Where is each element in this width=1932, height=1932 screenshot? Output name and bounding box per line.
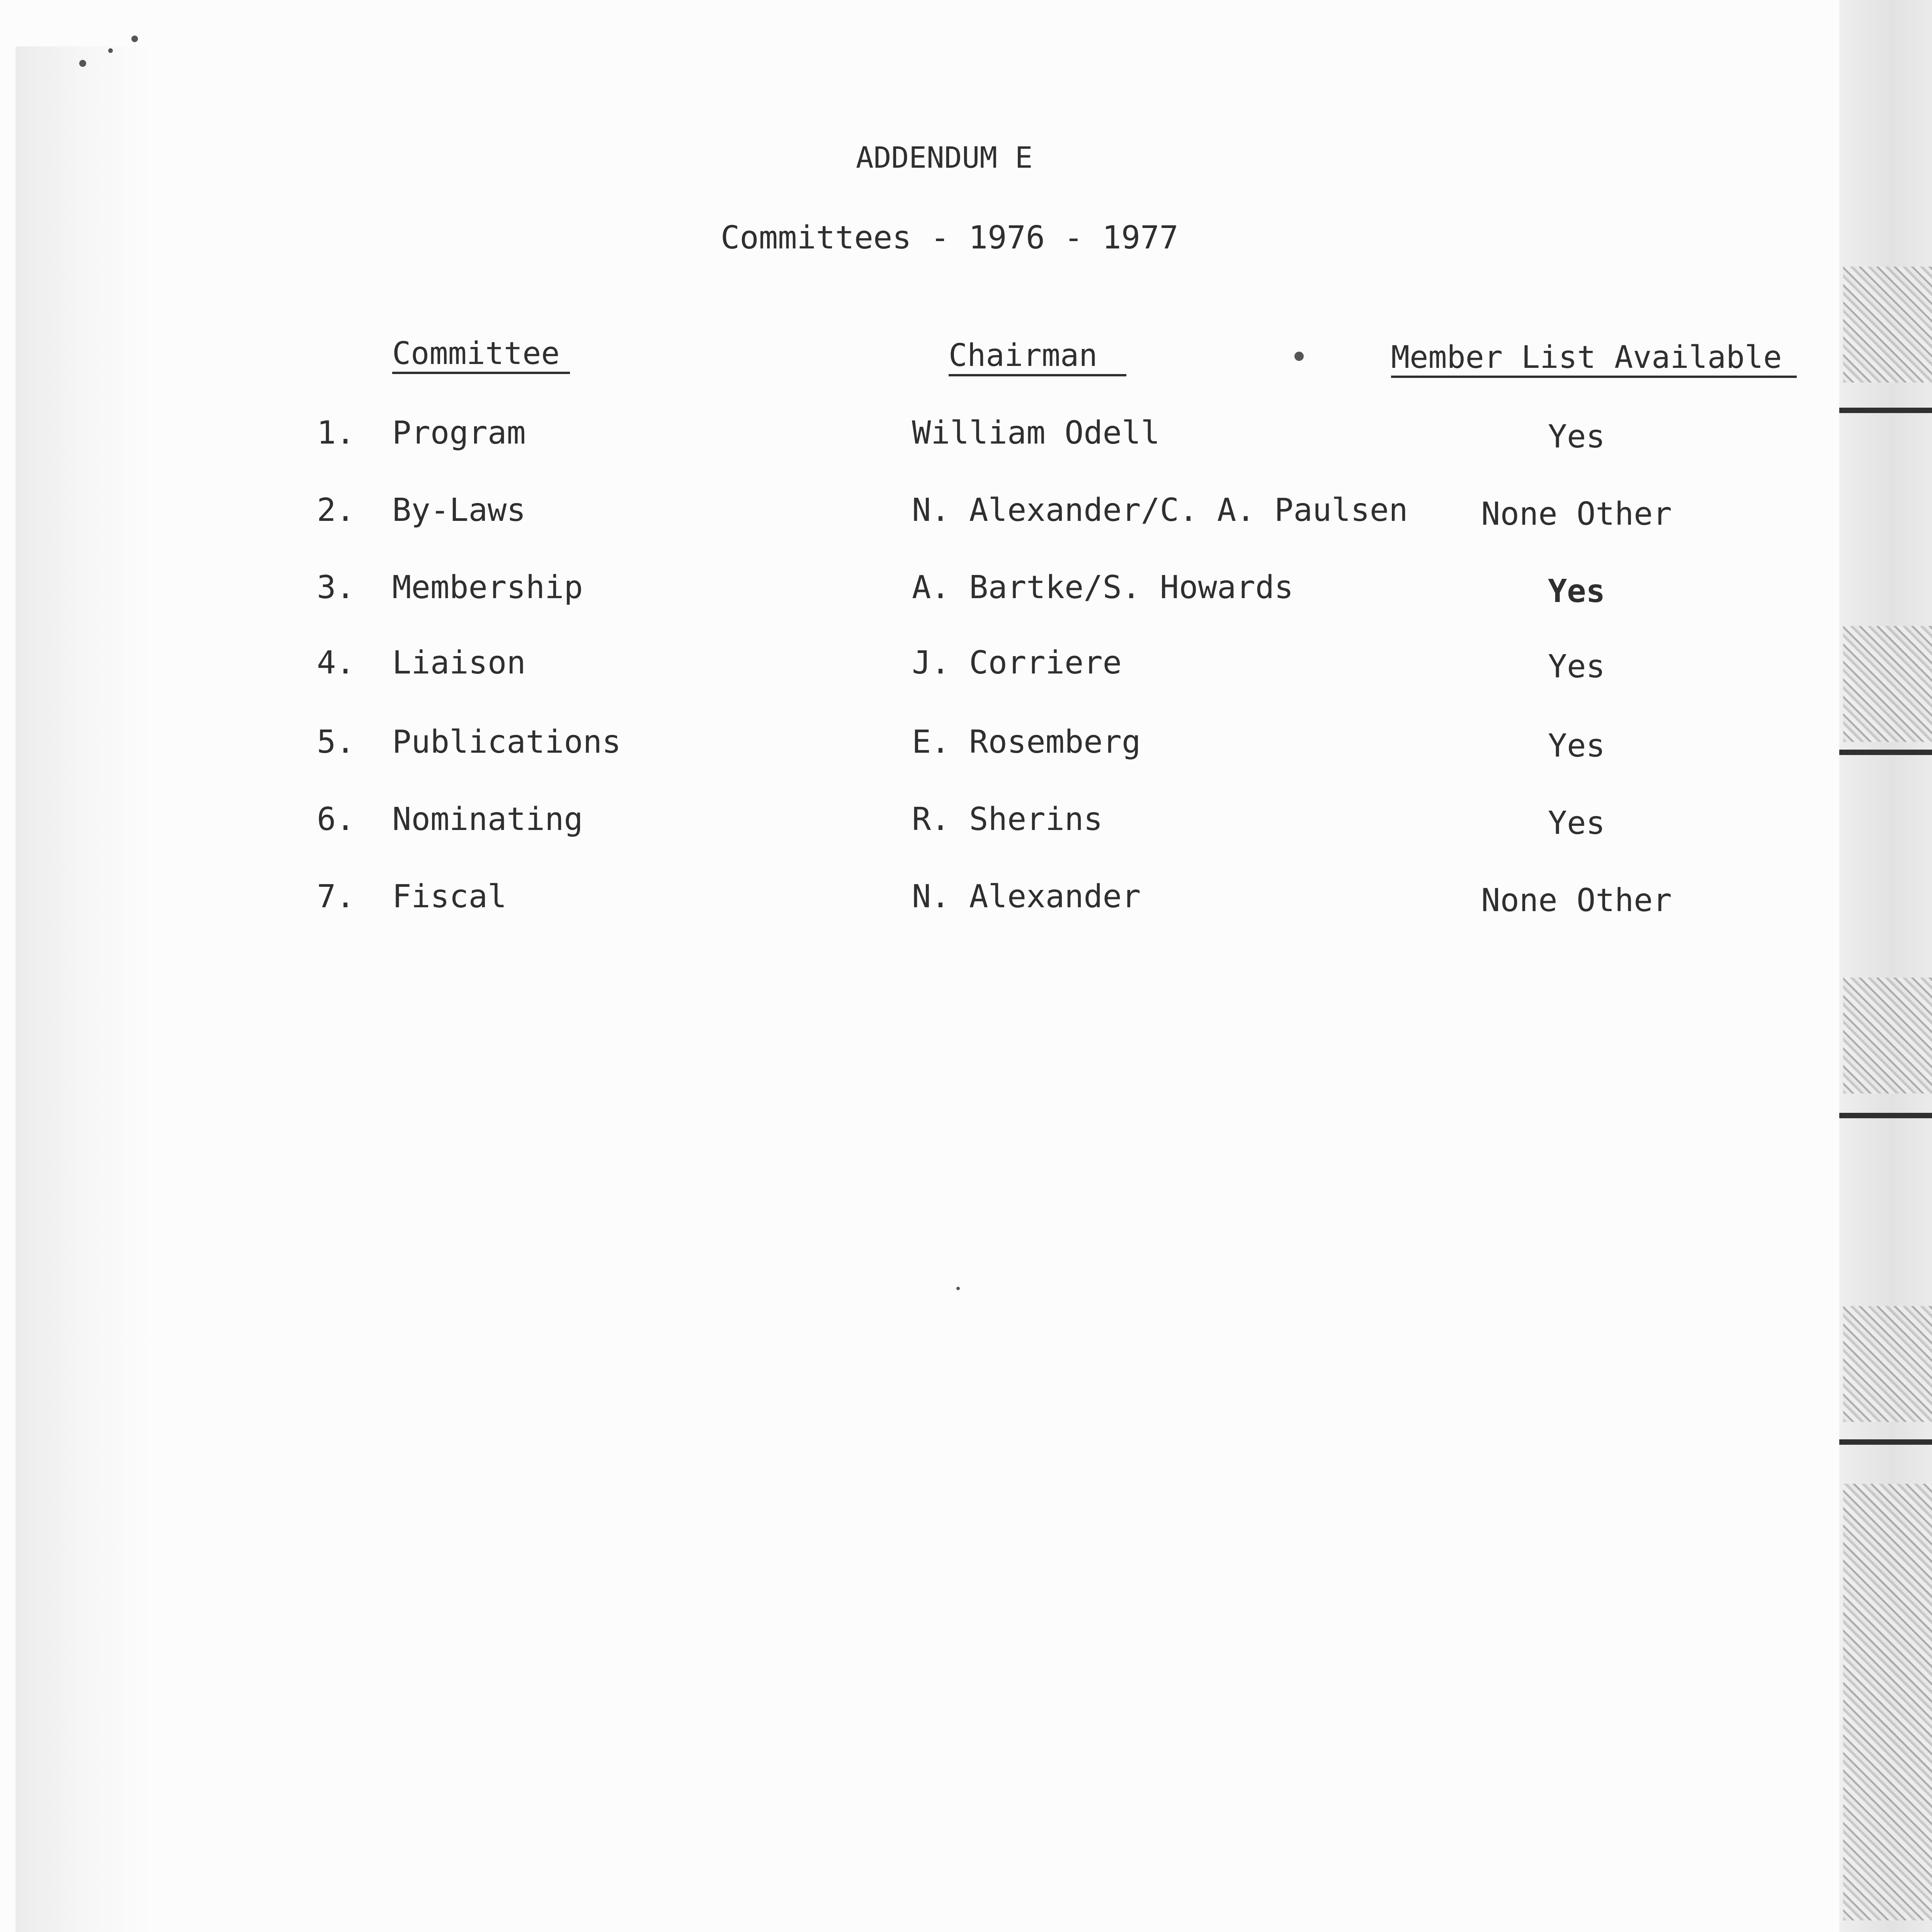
row-number: 3.	[317, 569, 355, 606]
chairman-name: William Odell	[912, 415, 1160, 451]
committee-header-underline	[392, 372, 570, 374]
right-edge-line	[1839, 1113, 1932, 1118]
right-edge-line	[1839, 408, 1932, 413]
member-list-status: None Other	[1481, 496, 1672, 532]
committee-name: Fiscal	[392, 878, 507, 915]
scan-speck	[108, 48, 113, 53]
committee-name: Nominating	[392, 801, 583, 838]
table-row	[0, 801, 1843, 846]
committees-subtitle: Committees - 1976 - 1977	[721, 219, 1179, 256]
committee-name: Program	[392, 415, 526, 451]
scan-speck	[956, 1287, 960, 1290]
chairman-header-underline	[949, 374, 1126, 376]
chairman-column-header: Chairman	[949, 337, 1098, 373]
row-number: 4.	[317, 645, 355, 681]
committee-name: By-Laws	[392, 492, 526, 529]
chairman-name: E. Rosemberg	[912, 724, 1141, 760]
scan-speck	[131, 36, 138, 42]
committee-name: Publications	[392, 724, 621, 760]
chairman-name: N. Alexander	[912, 878, 1141, 915]
right-edge-texture	[1843, 267, 1932, 383]
row-number: 2.	[317, 492, 355, 529]
right-edge-line	[1839, 750, 1932, 755]
member-list-status: Yes	[1548, 728, 1605, 764]
right-edge-texture	[1843, 1306, 1932, 1422]
member-list-header-underline	[1391, 376, 1797, 378]
left-scan-shadow	[15, 46, 155, 1932]
table-row	[0, 569, 1843, 614]
table-row	[0, 878, 1843, 923]
right-edge-line	[1839, 1439, 1932, 1445]
scan-speck	[1294, 352, 1304, 361]
member-list-status: Yes	[1548, 573, 1605, 610]
row-number: 1.	[317, 415, 355, 451]
table-row	[0, 726, 1843, 769]
member-list-status: Yes	[1548, 418, 1605, 455]
scan-speck	[79, 60, 86, 67]
member-list-status: Yes	[1548, 805, 1605, 842]
right-edge-texture	[1843, 626, 1932, 742]
addendum-title: ADDENDUM E	[856, 140, 1033, 175]
chairman-name: J. Corriere	[912, 645, 1122, 681]
row-number: 7.	[317, 878, 355, 915]
committee-name: Liaison	[392, 645, 526, 681]
chairman-name: A. Bartke/S. Howards	[912, 569, 1294, 606]
committee-column-header: Committee	[392, 335, 560, 371]
chairman-name: R. Sherins	[912, 801, 1103, 838]
member-list-status: Yes	[1548, 648, 1605, 685]
row-number: 5.	[317, 724, 355, 760]
chairman-name: N. Alexander/C. A. Paulsen	[912, 492, 1408, 529]
committee-name: Membership	[392, 569, 583, 606]
table-row	[0, 647, 1843, 690]
row-number: 6.	[317, 801, 355, 838]
table-row	[0, 417, 1843, 460]
member-list-column-header: Member List Available	[1391, 339, 1782, 375]
right-edge-texture	[1843, 978, 1932, 1094]
right-edge-texture	[1843, 1484, 1932, 1920]
table-row	[0, 492, 1843, 537]
member-list-status: None Other	[1481, 882, 1672, 919]
